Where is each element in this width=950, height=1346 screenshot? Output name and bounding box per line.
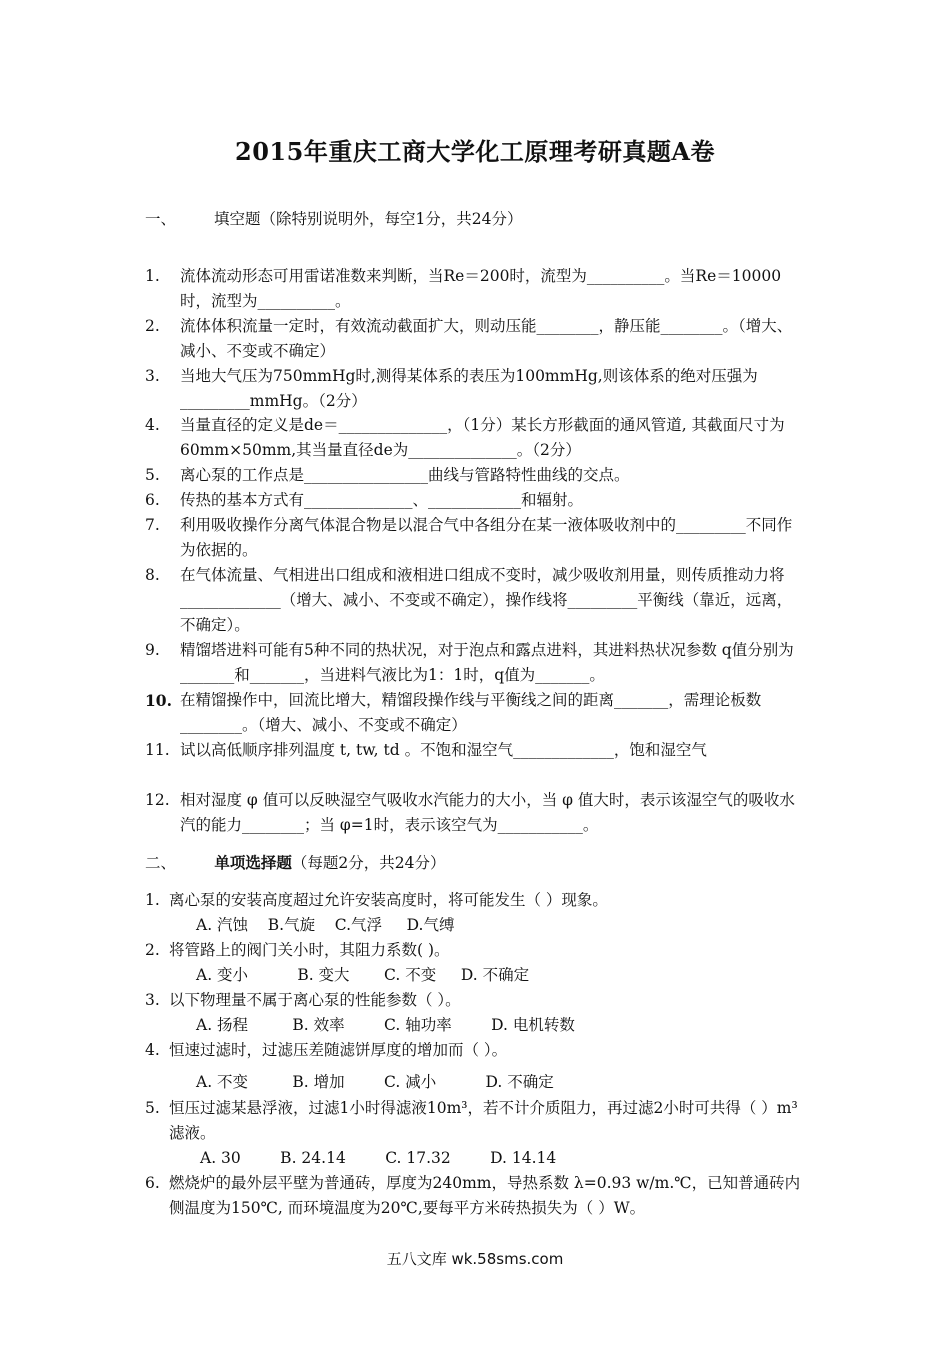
question-number: 2. (145, 941, 160, 959)
question-number: 1. (145, 891, 160, 909)
choice-question (145, 938, 807, 963)
choice-options: A. 扬程 B. 效率 C. 轴功率 D. 电机转数 (196, 1016, 575, 1034)
choice-question (145, 1171, 807, 1221)
question-text: 流体体积流量一定时，有效流动截面扩大，则动压能________，静压能________。（增大、减小、不变或不确定） (180, 317, 793, 360)
question-number: 2. (145, 317, 160, 335)
choice-question (145, 888, 807, 913)
question-number: 1. (145, 267, 160, 285)
question-number: 4. (145, 416, 160, 434)
section-1-number: 一、 (145, 210, 177, 228)
fill-question (145, 563, 807, 638)
fill-question (145, 413, 807, 463)
fill-question (145, 488, 807, 513)
fill-question (145, 314, 807, 364)
section-1-title: 填空题（除特别说明外，每空1分，共24分） (213, 210, 523, 228)
section-1-heading (145, 207, 523, 229)
choice-options: A. 汽蚀 B.气旋 C.气浮 D.气缚 (196, 916, 455, 934)
footer-watermark: 五八文库 wk.58sms.com (386, 1250, 564, 1268)
question-text: 将管路上的阀门关小时，其阻力系数( )。 (169, 941, 450, 959)
question-number: 10. (145, 691, 172, 710)
question-number: 8. (145, 566, 160, 584)
question-text: 在气体流量、气相进出口组成和液相进口组成不变时，减少吸收剂用量，则传质推动力将_____________（增大、减小、不变或不确定），操作线将_________平衡线（靠近，远离，不确定）。 (180, 566, 793, 634)
section-2-number: 二、 (145, 854, 177, 872)
choice-question (145, 1038, 807, 1063)
question-text: 离心泵的工作点是________________曲线与管路特性曲线的交点。 (180, 466, 630, 484)
question-number: 12. (145, 791, 170, 809)
choice-options: A. 30 B. 24.14 C. 17.32 D. 14.14 (200, 1149, 557, 1167)
question-text: 以下物理量不属于离心泵的性能参数（ ）。 (169, 991, 461, 1009)
question-text: 精馏塔进料可能有5种不同的热状况，对于泡点和露点进料，其进料热状况参数 q值分别为_______和_______，当进料气液比为1：1时，q值为_______。 (180, 641, 794, 684)
question-number: 3. (145, 367, 160, 385)
question-number: 7. (145, 516, 160, 534)
fill-question (145, 738, 807, 763)
fill-question (145, 463, 807, 488)
question-number: 9. (145, 641, 160, 659)
question-text: 传热的基本方式有______________、____________和辐射。 (180, 491, 584, 509)
question-text: 燃烧炉的最外层平壁为普通砖，厚度为240mm，导热系数 λ=0.93 w/m.℃，已知普通砖内侧温度为150℃, 而环境温度为20℃,要每平方米砖热损失为（ ）W。 (169, 1174, 801, 1217)
question-number: 5. (145, 466, 160, 484)
question-number: 3. (145, 991, 160, 1009)
fill-question (145, 638, 807, 688)
choice-question (145, 1096, 807, 1146)
fill-question (145, 364, 807, 414)
fill-question (145, 788, 807, 838)
question-text: 离心泵的安装高度超过允许安装高度时，将可能发生（ ）现象。 (169, 891, 608, 909)
question-number: 6. (145, 1174, 160, 1192)
section-2-title: 单项选择题 (214, 853, 292, 872)
question-text: 相对湿度 φ 值可以反映湿空气吸收水汽能力的大小，当 φ 值大时，表示该湿空气的吸收水汽的能力________；当 φ=1时，表示该空气为___________。 (180, 791, 795, 834)
question-number: 4. (145, 1041, 160, 1059)
fill-question (145, 264, 807, 314)
question-text: 当量直径的定义是de＝______________，（1分）某长方形截面的通风管道, 其截面尺寸为60mm×50mm,其当量直径de为______________。（2分） (180, 416, 785, 459)
page-title: 2015年重庆工商大学化工原理考研真题A卷 (235, 137, 715, 166)
choice-question (145, 988, 807, 1013)
question-text: 恒压过滤某悬浮液，过滤1小时得滤液10m³，若不计介质阻力，再过滤2小时可共得（ ）m³滤液。 (169, 1099, 798, 1142)
section-2-note: （每题2分，共24分） (291, 854, 446, 872)
section-2-heading (145, 851, 446, 873)
choice-options: A. 不变 B. 增加 C. 减小 D. 不确定 (196, 1073, 554, 1091)
fill-question (145, 513, 807, 563)
question-number: 6. (145, 491, 160, 509)
question-text: 流体流动形态可用雷诺准数来判断，当Re＝200时，流型为__________。当Re＝10000时，流型为__________。 (180, 267, 782, 310)
question-text: 恒速过滤时，过滤压差随滤饼厚度的增加而（ ）。 (169, 1041, 508, 1059)
question-text: 当地大气压为750mmHg时,测得某体系的表压为100mmHg,则该体系的绝对压强为_________mmHg。（2分） (180, 367, 758, 410)
question-number: 11. (145, 741, 170, 759)
question-number: 5. (145, 1099, 160, 1117)
question-text: 在精馏操作中，回流比增大，精馏段操作线与平衡线之间的距离_______，需理论板数________。（增大、减小、不变或不确定） (180, 691, 762, 734)
question-text: 试以高低顺序排列温度 t, tw, td 。不饱和湿空气_____________，饱和湿空气 (180, 741, 707, 759)
fill-question (145, 688, 807, 738)
question-text: 利用吸收操作分离气体混合物是以混合气中各组分在某一液体吸收剂中的_________不同作为依据的。 (180, 516, 793, 559)
choice-options: A. 变小 B. 变大 C. 不变 D. 不确定 (196, 966, 530, 984)
